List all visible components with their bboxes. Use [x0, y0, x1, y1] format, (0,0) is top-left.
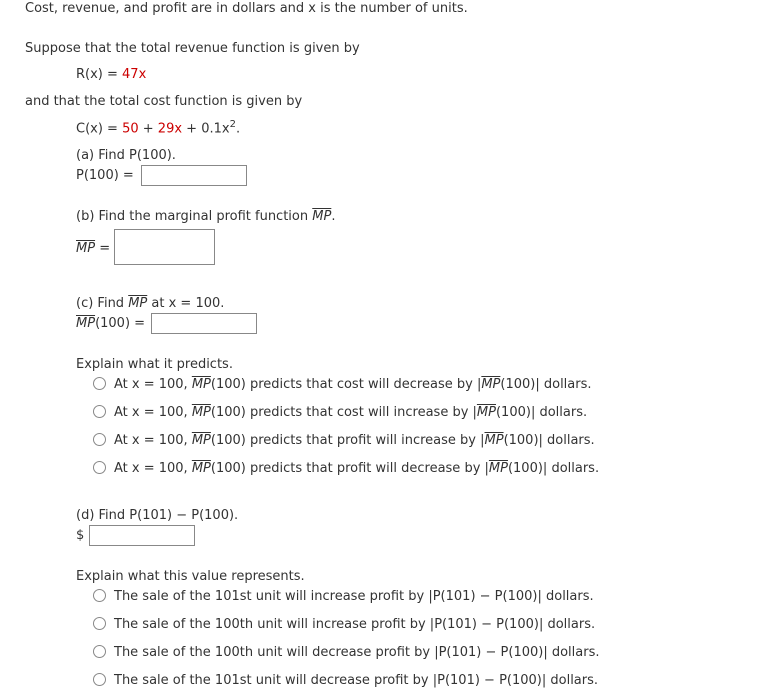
option-c2-post: (100) predicts that cost will increase by | — [210, 405, 477, 420]
cost-plus: + — [138, 121, 158, 137]
option-c2-pre: At x = 100, — [114, 405, 192, 420]
option-c1-mp: $\overline{MP}$ — [191, 377, 211, 392]
part-c-label-mp: $\overline{MP}$ — [76, 316, 96, 331]
part-d-currency: $ — [76, 528, 85, 543]
option-c2-label — [114, 405, 587, 420]
option-c3-post: (100) predicts that profit will increase by | — [210, 433, 485, 448]
part-b-label — [76, 241, 110, 256]
part-a-label: P(100) = — [76, 168, 134, 183]
option-c1-radio[interactable] — [93, 377, 106, 390]
option-c2-mp2: $\overline{MP}$ — [476, 405, 496, 420]
option-c4-mp: $\overline{MP}$ — [191, 461, 211, 476]
cost-intro: and that the total cost function is given by — [25, 94, 303, 109]
cost-a: 50 — [122, 121, 139, 137]
part-c-question — [76, 296, 224, 311]
cost-end: . — [235, 121, 241, 137]
part-c-question-end: at x = 100. — [147, 296, 225, 311]
option-c2-radio[interactable] — [93, 405, 106, 418]
part-b-label-mp: $\overline{MP}$ — [76, 241, 96, 256]
option-d1-radio[interactable] — [93, 589, 106, 602]
intro-text: Cost, revenue, and profit are in dollars and x is the number of units. — [25, 1, 468, 16]
option-c4-mp2: $\overline{MP}$ — [488, 461, 508, 476]
option-c3-mp2: $\overline{MP}$ — [484, 433, 504, 448]
part-d-question: (d) Find P(101) − P(100). — [76, 508, 239, 523]
option-c4-end: (100)| dollars. — [507, 461, 600, 476]
part-c-label — [76, 316, 145, 331]
part-a-question: (a) Find P(100). — [76, 148, 176, 163]
part-b-question — [76, 209, 335, 224]
part-b-label-eq: = — [95, 241, 111, 256]
option-c3-mp: $\overline{MP}$ — [191, 433, 211, 448]
option-c1-pre: At x = 100, — [114, 377, 192, 392]
option-c3-radio[interactable] — [93, 433, 106, 446]
option-d4-label: The sale of the 101st unit will decrease profit by |P(101) − P(100)| dollars. — [114, 673, 599, 688]
cost-lhs: C(x) = — [76, 121, 123, 137]
cost-function — [76, 119, 240, 136]
option-d3-label: The sale of the 100th unit will decrease profit by |P(101) − P(100)| dollars. — [114, 645, 600, 660]
part-b-answer-input[interactable] — [114, 229, 215, 265]
part-d-answer-input[interactable] — [89, 525, 195, 546]
option-c3-end: (100)| dollars. — [503, 433, 595, 448]
revenue-intro: Suppose that the total revenue function is given by — [25, 41, 360, 56]
revenue-function — [76, 67, 146, 82]
part-b-question-end: . — [331, 209, 336, 224]
option-c3-label — [114, 433, 595, 448]
revenue-lhs: R(x) = — [76, 67, 123, 82]
part-b-question-mp: $\overline{MP}$ — [312, 209, 332, 224]
part-c-label-rest: (100) = — [95, 316, 146, 331]
option-d3-radio[interactable] — [93, 645, 106, 658]
option-c3-pre: At x = 100, — [114, 433, 192, 448]
part-c-answer-input[interactable] — [151, 313, 257, 334]
option-c4-label — [114, 461, 599, 476]
option-c1-post: (100) predicts that cost will decrease by | — [210, 377, 482, 392]
cost-rest: + 0.1x — [182, 121, 230, 137]
part-d-explain: Explain what this value represents. — [76, 569, 305, 584]
option-c4-post: (100) predicts that profit will decrease by | — [210, 461, 489, 476]
option-c1-label — [114, 377, 592, 392]
cost-exponent: 2 — [229, 119, 236, 130]
option-d1-label: The sale of the 101st unit will increase profit by |P(101) − P(100)| dollars. — [114, 589, 594, 604]
cost-b: 29x — [157, 121, 183, 137]
part-c-question-text: (c) Find — [76, 296, 129, 311]
option-d4-radio[interactable] — [93, 673, 106, 686]
option-c4-radio[interactable] — [93, 461, 106, 474]
option-d2-label: The sale of the 100th unit will increase profit by |P(101) − P(100)| dollars. — [114, 617, 596, 632]
option-c2-end: (100)| dollars. — [495, 405, 588, 420]
option-c2-mp: $\overline{MP}$ — [191, 405, 211, 420]
option-c1-end: (100)| dollars. — [500, 377, 592, 392]
option-d2-radio[interactable] — [93, 617, 106, 630]
option-c1-mp2: $\overline{MP}$ — [481, 377, 501, 392]
part-b-question-text: (b) Find the marginal profit function — [76, 209, 313, 224]
part-c-question-mp: $\overline{MP}$ — [128, 296, 148, 311]
part-c-explain: Explain what it predicts. — [76, 357, 233, 372]
part-a-answer-input[interactable] — [141, 165, 247, 186]
option-c4-pre: At x = 100, — [114, 461, 192, 476]
revenue-rhs: 47x — [122, 67, 147, 82]
